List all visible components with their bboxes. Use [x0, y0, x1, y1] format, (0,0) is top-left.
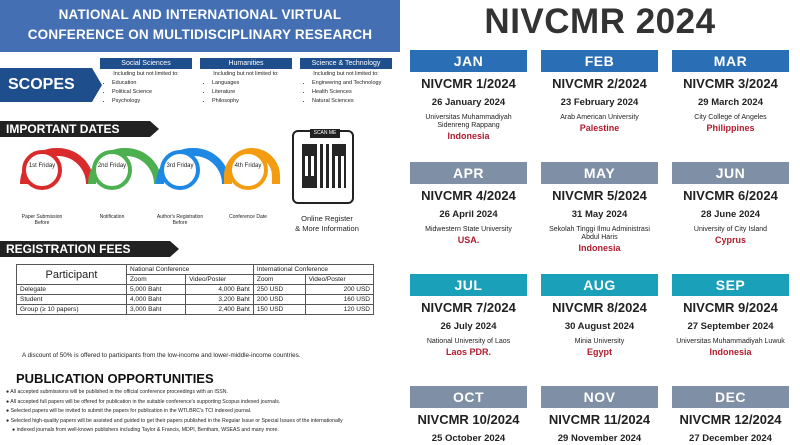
- header-line-2: CONFERENCE ON MULTIDISCIPLINARY RESEARCH: [27, 27, 373, 42]
- fee-cell: 5,000 Baht: [127, 285, 186, 295]
- schedule-title: NIVCMR 2024: [484, 2, 716, 41]
- host-university: National University of Laos: [426, 338, 511, 345]
- month-header: OCT: [410, 386, 527, 408]
- month-card-dec: [672, 386, 789, 445]
- event-date: 29 March 2024: [698, 97, 763, 108]
- month-header: APR: [410, 162, 527, 184]
- poster-header: [0, 0, 400, 52]
- scope-item: • Philosophy: [212, 97, 292, 106]
- event-date: 31 May 2024: [571, 209, 628, 220]
- event-date: 23 February 2024: [560, 97, 639, 108]
- important-dates-banner: IMPORTANT DATES: [0, 121, 150, 137]
- fee-type: Delegate: [17, 285, 127, 295]
- host-country: Philippines: [706, 123, 755, 133]
- friday-desc-3: Author's Registration Before: [156, 214, 204, 226]
- event-date: 27 September 2024: [687, 321, 774, 332]
- host-university: Arab American University: [560, 114, 639, 121]
- zoom-header: Zoom: [127, 275, 186, 285]
- friday-desc-2: Notification: [99, 214, 125, 220]
- event-code: NIVCMR 11/2024: [548, 412, 651, 427]
- month-header: MAR: [672, 50, 789, 72]
- fee-cell: 3,200 Baht: [186, 295, 254, 305]
- event-date: 26 April 2024: [439, 209, 498, 220]
- fee-cell: 250 USD: [253, 285, 305, 295]
- host-university: Universitas Muhammadiyah Luwuk: [676, 338, 785, 345]
- scope-item: • Engineering and Technology: [312, 79, 392, 88]
- registration-fees-banner: REGISTRATION FEES: [0, 241, 170, 257]
- discount-note: A discount of 50% is offered to participants from the low-income and lower-middle-income countries.: [22, 352, 301, 359]
- event-code: NIVCMR 7/2024: [421, 300, 516, 315]
- event-code: NIVCMR 3/2024: [683, 76, 778, 91]
- publication-item: ● Selected papers will be invited to submit the papers for publication in the WTLBRC's TCI indexed journal.: [6, 407, 398, 417]
- scope-title: Humanities: [200, 58, 292, 69]
- scopes-label: SCOPES: [0, 68, 92, 102]
- friday-circle-3: 3rd Friday: [160, 150, 200, 190]
- month-header: JUL: [410, 274, 527, 296]
- month-header: FEB: [541, 50, 658, 72]
- event-date: 26 July 2024: [440, 321, 497, 332]
- scope-list: [300, 79, 392, 106]
- friday-desc-1: Paper Submission Before: [21, 214, 63, 226]
- host-university: Minia University: [574, 338, 625, 345]
- event-date: 29 November 2024: [557, 433, 642, 444]
- fee-cell: 120 USD: [305, 305, 373, 315]
- month-card-sep: [672, 274, 789, 384]
- scope-item: • Psychology: [112, 97, 192, 106]
- scope-social-sciences: [100, 58, 192, 106]
- event-code: NIVCMR 8/2024: [552, 300, 647, 315]
- month-card-nov: [541, 386, 658, 445]
- friday-desc-4: Conference Date: [229, 214, 267, 220]
- international-header: International Conference: [253, 265, 373, 275]
- publication-item: ● All accepted full papers will be offered for publication in the suitable conference's supporting Scopus indexed journals.: [6, 398, 398, 408]
- schedule-panel: [400, 0, 800, 445]
- scope-title: Social Sciences: [100, 58, 192, 69]
- host-country: Indonesia: [578, 243, 621, 253]
- qr-code-icon: [302, 144, 346, 188]
- host-country: Indonesia: [709, 347, 752, 357]
- friday-circle-1: 1st Friday: [22, 150, 62, 190]
- video-poster-header: Video/Poster: [305, 275, 373, 285]
- host-university: Universitas Muhammadiyah Sidenreng Rappang: [425, 114, 512, 129]
- publication-list: [6, 388, 398, 436]
- month-header: MAY: [541, 162, 658, 184]
- scope-humanities: [200, 58, 292, 106]
- event-code: NIVCMR 2/2024: [552, 76, 647, 91]
- scope-note: Including but not limited to:: [213, 71, 279, 77]
- scope-science-technology: [300, 58, 392, 106]
- month-card-feb: [541, 50, 658, 160]
- table-row: [17, 285, 374, 295]
- event-code: NIVCMR 12/2024: [679, 412, 782, 427]
- scope-note: Including but not limited to:: [113, 71, 179, 77]
- fee-cell: 150 USD: [253, 305, 305, 315]
- month-card-jun: [672, 162, 789, 272]
- publication-title: PUBLICATION OPPORTUNITIES: [16, 371, 214, 386]
- fee-cell: 4,000 Baht: [127, 295, 186, 305]
- host-country: Laos PDR.: [445, 347, 491, 357]
- fee-type: Group (≥ 10 papers): [17, 305, 127, 315]
- fee-cell: 160 USD: [305, 295, 373, 305]
- friday-circle-2: 2nd Friday: [92, 150, 132, 190]
- month-card-aug: [541, 274, 658, 384]
- host-country: Palestine: [579, 123, 620, 133]
- fee-cell: 3,000 Baht: [127, 305, 186, 315]
- month-card-jan: [410, 50, 527, 160]
- registration-fees-table: [16, 264, 374, 315]
- month-card-apr: [410, 162, 527, 272]
- month-header: AUG: [541, 274, 658, 296]
- fee-cell: 2,400 Baht: [186, 305, 254, 315]
- qr-code[interactable]: [292, 130, 354, 204]
- friday-circle-4: 4th Friday: [228, 150, 268, 190]
- month-header: JAN: [410, 50, 527, 72]
- scope-note: Including but not limited to:: [313, 71, 379, 77]
- publication-item: ● indexed journals from well-known publishers including Taylor & Francis, MDPI, Bentham, WSEAS and many more.: [6, 426, 398, 436]
- event-date: 26 January 2024: [431, 97, 506, 108]
- month-card-oct: [410, 386, 527, 445]
- video-poster-header: Video/Poster: [186, 275, 254, 285]
- scope-item: • Languages: [212, 79, 292, 88]
- qr-caption: [282, 214, 372, 234]
- qr-caption-line-1: Online Register: [301, 214, 353, 223]
- host-university: Midwestern State University: [425, 226, 512, 233]
- host-country: Cyprus: [714, 235, 746, 245]
- fee-cell: 200 USD: [305, 285, 373, 295]
- event-date: 30 August 2024: [564, 321, 635, 332]
- event-date: 28 June 2024: [700, 209, 761, 220]
- publication-item: ● Selected high-quality papers will be assisted and guided to get their papers published in the Regular Issue or Special Issues of the internationally: [6, 417, 398, 427]
- national-header: National Conference: [127, 265, 254, 275]
- month-card-jul: [410, 274, 527, 384]
- scope-title: Science & Technology: [300, 58, 392, 69]
- event-date: 25 October 2024: [431, 433, 506, 444]
- header-line-1: NATIONAL AND INTERNATIONAL VIRTUAL: [58, 7, 342, 22]
- host-university: City College of Angeles: [694, 114, 767, 121]
- event-code: NIVCMR 6/2024: [683, 188, 778, 203]
- month-card-mar: [672, 50, 789, 160]
- fee-cell: 4,000 Baht: [186, 285, 254, 295]
- qr-caption-line-2: & More Information: [295, 224, 359, 233]
- event-code: NIVCMR 9/2024: [683, 300, 778, 315]
- scope-list: [200, 79, 292, 106]
- month-header: NOV: [541, 386, 658, 408]
- table-row: [17, 305, 374, 315]
- month-header: DEC: [672, 386, 789, 408]
- month-header: JUN: [672, 162, 789, 184]
- month-card-may: [541, 162, 658, 272]
- host-university: University of City Island: [693, 226, 768, 233]
- participant-header: Participant: [17, 265, 127, 285]
- fee-cell: 200 USD: [253, 295, 305, 305]
- event-code: NIVCMR 10/2024: [417, 412, 520, 427]
- host-university: Sekolah Tinggi Ilmu Administrasi Abdul Haris: [549, 226, 650, 241]
- scope-item: • Literature: [212, 88, 292, 97]
- event-code: NIVCMR 1/2024: [421, 76, 516, 91]
- scope-item: • Natural Sciences: [312, 97, 392, 106]
- host-country: Indonesia: [447, 131, 490, 141]
- table-row: [17, 295, 374, 305]
- month-header: SEP: [672, 274, 789, 296]
- host-country: USA.: [457, 235, 480, 245]
- scan-me-label: SCAN ME: [310, 129, 340, 138]
- scope-item: • Health Sciences: [312, 88, 392, 97]
- event-code: NIVCMR 4/2024: [421, 188, 516, 203]
- host-country: Egypt: [586, 347, 612, 357]
- scope-item: • Education: [112, 79, 192, 88]
- scope-item: • Political Science: [112, 88, 192, 97]
- event-date: 27 December 2024: [689, 433, 772, 444]
- scope-list: [100, 79, 192, 106]
- event-code: NIVCMR 5/2024: [552, 188, 647, 203]
- zoom-header: Zoom: [253, 275, 305, 285]
- fee-type: Student: [17, 295, 127, 305]
- publication-item: ● All accepted submissions will be published in the official conference proceedings with an ISSN.: [6, 388, 398, 398]
